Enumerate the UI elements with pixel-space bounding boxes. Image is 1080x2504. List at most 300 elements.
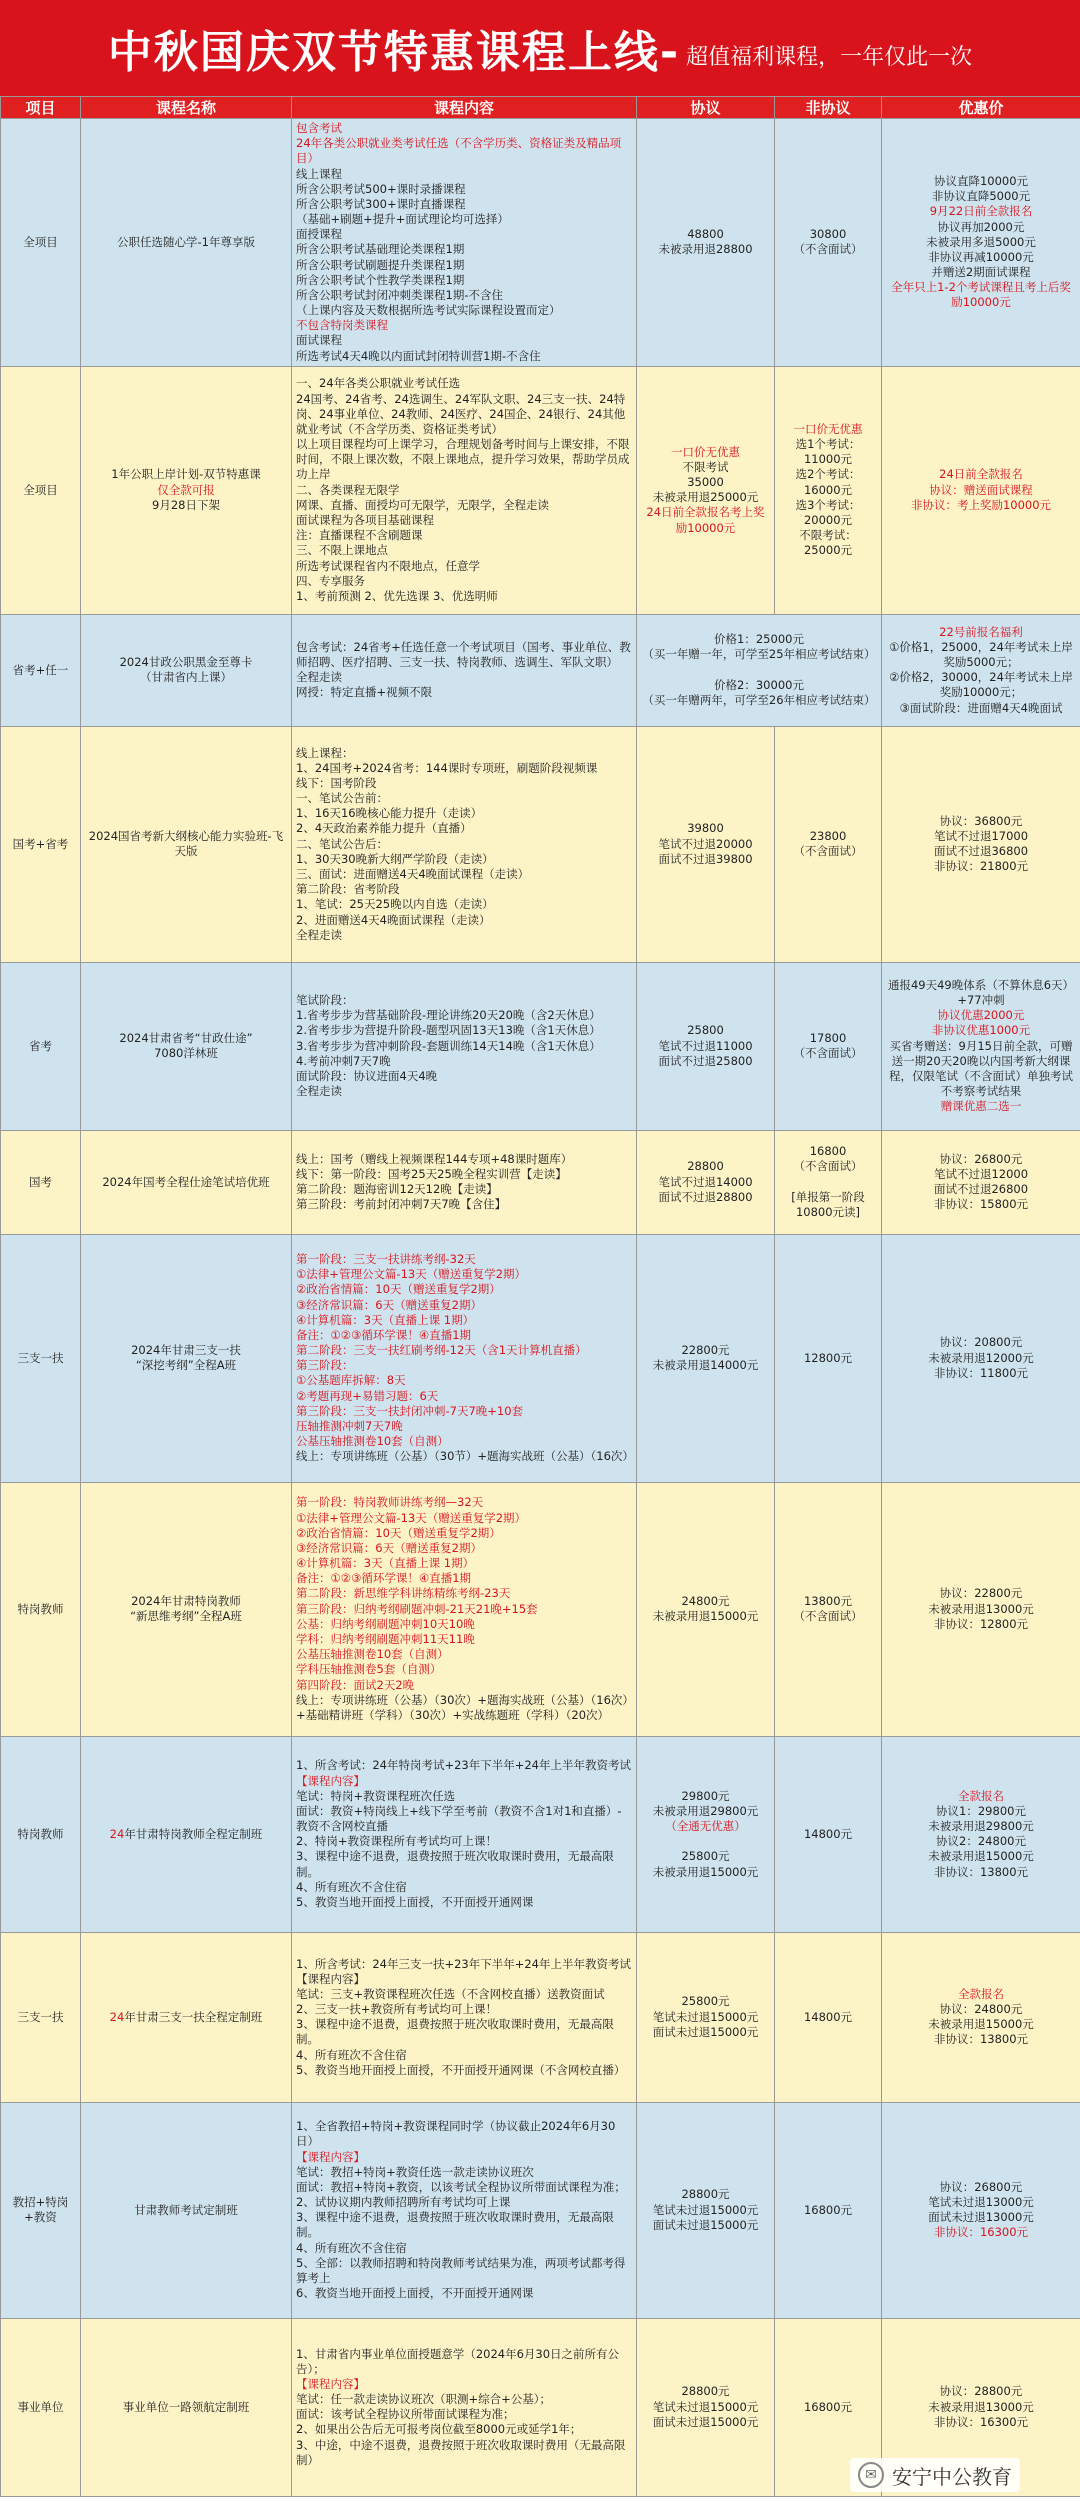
cell-line: 协议：20800元 [939, 1335, 1023, 1350]
cell-line: （买一年赠两年，可学至26年相应考试结束） [642, 693, 876, 707]
project-cell [1, 962, 81, 1130]
cell-line: 11000元 [803, 452, 853, 467]
cell-line: 4、所有班次不含住宿 [296, 2240, 407, 2255]
cell-line: 未被录用退29800元 [652, 1803, 759, 1818]
cell-line: 公基：归纳考纲刷题冲刺10天10晚 [296, 1616, 475, 1631]
cell-line: 25800元 [681, 1849, 730, 1864]
cell-line: 笔试不过退12000 [933, 1167, 1029, 1182]
cell-line [641, 1834, 770, 1849]
table-body [1, 119, 1080, 2497]
cell-line: 协议2：24800元 [936, 1834, 1026, 1849]
cell-line: 全程走读 [296, 927, 342, 942]
course-name-cell [81, 726, 292, 962]
cell-line: 选1个考试： [795, 437, 861, 452]
cell-line: 网授：特定直播+视频不限 [296, 685, 433, 700]
project-label: 全项目 [23, 234, 58, 249]
cell-line: ①法律+管理公文篇-13天（赠送重复学2期） [296, 1267, 527, 1282]
cell-line: 网课、直播、面授均可无限学，无限学，全程走读 [296, 497, 549, 512]
cell-line: 所选考试课程省内不限地点，任意学 [296, 558, 480, 573]
cell-line: 2024甘肃省考“甘政仕途” [119, 1031, 253, 1046]
table-row [1, 614, 1080, 726]
cell-line: 面试不过退36800 [933, 844, 1029, 859]
cell-line: 第一阶段：特岗教师讲练考纲—32天 [296, 1495, 484, 1510]
non-protocol-price-cell [775, 1234, 882, 1482]
cell-line: “新思维考纲”全程A班 [130, 1609, 242, 1624]
cell-line: 1、所含考试：24年特岗考试+23年下半年+24年上半年教资考试 [296, 1758, 631, 1773]
cell-line: 非协议：16300元 [933, 2225, 1029, 2240]
cell-line: 1、16天16晚核心能力提升（走读） [296, 806, 483, 821]
table-row [1, 1234, 1080, 1482]
table-row [1, 2102, 1080, 2318]
protocol-price-cell [637, 1234, 775, 1482]
cell-line: 面试阶段：协议进面4天4晚 [296, 1069, 438, 1083]
cell-line: 24日前全款报名 [939, 467, 1023, 482]
non-protocol-price-cell [775, 1482, 882, 1736]
cell-line: 全年只上1-2个考试课程且考上后奖励10000元 [891, 280, 1071, 310]
cell-line: 非协议：考上奖励10000元 [910, 497, 1052, 512]
cell-line: （基础+刷题+提升+面试理论均可选择） [296, 212, 509, 227]
protocol-price-cell [637, 2102, 775, 2318]
cell-line: 2.省考步步为营提升阶段-题型巩固13天13晚（含1天休息） [296, 1023, 601, 1038]
discount-price-cell [882, 366, 1080, 614]
cell-line: 公基压轴推测卷10套（自测） [296, 1434, 449, 1449]
cell-line: 非协议：13800元 [933, 2032, 1029, 2047]
cell-line: [单报第一阶段10800元读] [791, 1189, 865, 1219]
cell-line: 22800元 [681, 1343, 730, 1358]
cell-line: 14800元 [803, 1826, 853, 1841]
cell-line: 面试课程为各项目基础课程 [296, 513, 434, 527]
non-protocol-price-cell [775, 962, 882, 1130]
header-non-protocol: 非协议 [775, 97, 882, 119]
cell-line: 29800元 [681, 1788, 730, 1803]
cell-line: 1、24国考+2024省考：144课时专项班，刷题阶段视频课 [296, 760, 598, 775]
header-protocol: 协议 [637, 97, 775, 119]
course-name-cell [81, 2102, 292, 2318]
cell-line: （买一年赠一年，可学至25年相应考试结束） [642, 647, 876, 662]
project-cell [1, 2102, 81, 2318]
course-content-cell [292, 2318, 637, 2496]
cell-line: 25000元 [803, 543, 853, 558]
cell-line: 3、中途，中途不退费，退费按照于班次收取课时费用（无最高限制） [296, 2437, 626, 2467]
cell-line: 16800元 [803, 2202, 853, 2217]
non-protocol-price-cell [775, 1130, 882, 1234]
project-label: 省考+任一 [12, 662, 69, 677]
cell-line: （不含面试） [793, 242, 863, 257]
cell-line: 3、课程中途不退费，退费按照于班次收取课时费用，无最高限制。 [296, 2017, 614, 2047]
project-cell [1, 614, 81, 726]
cell-line: 第二阶段：新思维学科讲练精练考纲-23天 [296, 1586, 511, 1601]
cell-line: 线上：国考（赠线上视频课程144专项+48课时题库） [296, 1151, 573, 1166]
cell-line: 28800元 [681, 2384, 730, 2399]
cell-line: 笔试：教招+特岗+教资任选一款走读协议班次 [296, 2164, 534, 2179]
cell-line: 选2个考试： [795, 467, 861, 482]
cell-line: 协议：26800元 [939, 1151, 1023, 1166]
project-cell [1, 1130, 81, 1234]
course-name-cell [81, 2318, 292, 2496]
course-name-cell [81, 962, 292, 1130]
project-cell [1, 1482, 81, 1736]
cell-line: 并赠送2期面试课程 [931, 265, 1031, 280]
cell-line: 面授课程 [296, 227, 342, 242]
cell-line: 2、三支一扶+教资所有考试均可上课！ [296, 2002, 497, 2017]
cell-line: 甘肃教师考试定制班 [134, 2202, 238, 2217]
course-content-cell [292, 614, 637, 726]
course-content-cell [292, 1736, 637, 1932]
cell-line: 公职任选随心学-1年尊享版 [117, 234, 255, 249]
course-name-cell [81, 366, 292, 614]
course-content-cell [292, 2102, 637, 2318]
cell-line: 备注：①②③循环学课！④直播1期 [296, 1571, 472, 1586]
course-name-cell [81, 1234, 292, 1482]
course-name-cell [81, 614, 292, 726]
cell-line: 1、所含考试：24年三支一扶+23年下半年+24年上半年教资考试 [296, 1956, 631, 1971]
cell-line: 13800元 [803, 1594, 853, 1609]
cell-line: ②价格2，30000，24年考试未上岸奖励10000元； [889, 670, 1073, 700]
table-row [1, 1130, 1080, 1234]
cell-line: 第三阶段： [296, 1358, 354, 1373]
cell-line: ④计算机篇：3天（直播上课 1期） [296, 1556, 475, 1571]
cell-line: 一、24年各类公职就业考试任选 [296, 376, 461, 391]
cell-line: 学科：归纳考纲刷题冲刺11天11晚 [296, 1632, 475, 1646]
project-label: 国考 [29, 1174, 52, 1189]
cell-line: 面试不过退25800 [658, 1053, 753, 1068]
project-cell [1, 119, 81, 367]
cell-line: 赠课优惠二选一 [940, 1099, 1022, 1114]
cell-line: 【课程内容】 [296, 2149, 365, 2164]
cell-line: 4、所有班次不含住宿 [296, 1879, 407, 1894]
cell-line: 笔试：三支+教资课程班次任选（不含网校直播）送教资面试 [296, 1986, 605, 2001]
course-name-cell [81, 1736, 292, 1932]
cell-line: 一口价无优惠 [671, 444, 740, 459]
cell-line: 24年各类公职就业类考试任选（不含学历类、资格证类及精品项目） [296, 136, 622, 166]
cell-line: 线下：国考阶段 [296, 775, 377, 790]
project-label: 国考+省考 [12, 836, 69, 851]
non-protocol-price-cell [775, 726, 882, 962]
banner-subtitle: 超值福利课程，一年仅此一次 [686, 44, 973, 70]
cell-line: 非协议：13800元 [933, 1864, 1029, 1879]
promo-banner [0, 0, 1080, 96]
table-row [1, 1482, 1080, 1736]
cell-line: 第二阶段：三支一扶红刷考纲-12天（含1天计算机直播） [296, 1343, 587, 1358]
cell-line: 通报49天49晚体系（不算休息6天）+77冲刺 [887, 977, 1075, 1008]
cell-line: 线下：第一阶段：国考25天25晚全程实训营【走读】 [296, 1167, 567, 1182]
cell-line: 6、教资当地开面授上面授，不开面授开通网课 [296, 2286, 534, 2301]
cell-line: 一、笔试公告前： [296, 791, 388, 806]
cell-line: 以上项目课程均可上课学习，合理规划备考时间与上课安排，不限时间，不限上课次数，不限上课地点，提升学习效果，帮助学员成功上岸 [296, 437, 630, 482]
cell-line: 第三阶段：归纳考纲刷题冲刺-21天21晚+15套 [296, 1601, 538, 1616]
protocol-price-cell [637, 119, 775, 367]
cell-line: 1、考前预测 2、优先选课 3、优选明师 [296, 588, 498, 603]
discount-price-cell [882, 1482, 1080, 1736]
course-content-cell [292, 1932, 637, 2102]
cell-line: 线上：专项讲练班（公基）（30次）+题海实战班（公基）（16次）+基础精讲班（学科）（30次）+实战练题班（学科）（20次） [296, 1692, 629, 1722]
cell-line: 压轴推测冲刺7天7晚 [296, 1418, 403, 1433]
cell-line: 未被录用退15000元 [652, 1609, 759, 1624]
cell-line: 四、专享服务 [296, 573, 365, 588]
cell-line: 不限考试： [799, 528, 857, 543]
cell-line: 事业单位一路领航定制班 [122, 2399, 250, 2414]
cell-line: 面试未过退13000元 [928, 2210, 1034, 2225]
cell-line: 所含公职考试300+课时直播课程 [296, 196, 466, 211]
cell-line: 【课程内容】 [296, 1971, 365, 1986]
cell-line [641, 663, 877, 678]
cell-line: ②政治省情篇：10天（赠送重复学2期） [296, 1282, 501, 1297]
table-row [1, 119, 1080, 367]
cell-line: 12800元 [803, 1350, 853, 1365]
cell-line: 面试未过退15000元 [652, 2217, 759, 2232]
table-row [1, 962, 1080, 1130]
cell-line: （不含面试） [793, 1609, 863, 1624]
project-cell [1, 726, 81, 962]
cell-line: ②考题再现+易错习题：6天 [296, 1388, 439, 1403]
header-course-name: 课程名称 [81, 97, 292, 119]
cell-line: 公基压轴推测卷10套（自测） [296, 1647, 449, 1662]
cell-line [779, 1175, 877, 1190]
cell-line: 30800 [809, 227, 847, 242]
cell-line: 笔试未过退15000元 [652, 2399, 759, 2414]
cell-line: 5、教资当地开面授上面授，不开面授开通网课（不含网校直播） [296, 2062, 626, 2077]
cell-line: 笔试不过退17000 [933, 829, 1029, 844]
cell-line: ①价格1，25000，24年考试未上岸奖励5000元； [889, 639, 1073, 670]
cell-line: 第一阶段：三支一扶讲练考纲-32天 [296, 1252, 476, 1267]
cell-line: 非协议：21800元 [933, 859, 1029, 874]
project-cell [1, 1234, 81, 1482]
header-project: 项目 [1, 97, 81, 119]
cell-line: 未被录用退15000元 [652, 1864, 759, 1879]
cell-line: 未被录用退15000元 [928, 2017, 1034, 2032]
cell-line: 第四阶段：面试2天2晚 [296, 1677, 415, 1692]
cell-line: 笔试阶段： [296, 993, 354, 1008]
project-label: 教招+特岗+教资 [12, 2195, 69, 2225]
cell-line: 1、30天30晚新大纲严学阶段（走读） [296, 851, 494, 866]
cell-line: （不含面试） [793, 1159, 863, 1174]
cell-line: 未被录用退29800元 [928, 1819, 1034, 1834]
course-content-cell [292, 119, 637, 367]
cell-line: 4.考前冲刺7天7晚 [296, 1053, 391, 1068]
cell-line: 线上课程 [296, 166, 342, 181]
cell-line: 协议直降10000元 [933, 174, 1029, 189]
cell-line: 面试：该考试全程协议所带面试课程为准； [296, 2407, 515, 2422]
cell-line: 协议：24800元 [939, 2002, 1023, 2017]
cell-line: 仅全款可报 [157, 482, 215, 497]
cell-line: 第三阶段：考前封闭冲刺7天7晚【含住】 [296, 1197, 507, 1212]
cell-line: 三、面试：进面赠送4天4晚面试课程（走读） [296, 867, 530, 881]
cell-line: 48800 [687, 227, 724, 242]
course-name-cell [81, 1932, 292, 2102]
cell-line: （甘肃省内上课） [140, 670, 232, 685]
cell-line: 2、4天政治素养能力提升（直播） [296, 821, 472, 836]
discount-price-cell [882, 614, 1080, 726]
non-protocol-price-cell [775, 2102, 882, 2318]
cell-line: 24日前全款报名考上奖励10000元 [646, 505, 765, 535]
cell-line: 2024年甘肃三支一扶 [131, 1343, 241, 1358]
discount-price-cell [882, 119, 1080, 367]
cell-line: 3.省考步步为营冲刺阶段-套题训练14天14晚（含1天休息） [296, 1038, 601, 1053]
cell-line: ②政治省情篇：10天（赠送重复学2期） [296, 1525, 501, 1540]
cell-line: 价格2：30000元 [714, 677, 804, 692]
cell-line: 协议：22800元 [939, 1586, 1023, 1601]
cell-line: 笔试不过退20000 [658, 836, 753, 851]
cell-line: 线上课程： [296, 745, 354, 760]
cell-line: ①法律+管理公文篇-13天（赠送重复学2期） [296, 1510, 527, 1525]
non-protocol-price-cell [775, 366, 882, 614]
protocol-price-cell [637, 2318, 775, 2496]
cell-line: 第二阶段：题海密训12天12晚【走读】 [296, 1182, 498, 1197]
cell-line: 二、笔试公告后： [296, 836, 388, 851]
cell-line: 协议1：29800元 [936, 1803, 1026, 1818]
cell-line: 年甘肃特岗教师全程定制班 [124, 1826, 263, 1841]
project-label: 特岗教师 [17, 1601, 64, 1616]
non-protocol-price-cell [775, 1736, 882, 1932]
cell-line: 17800 [809, 1031, 847, 1046]
table-row [1, 1736, 1080, 1932]
protocol-price-cell [637, 1932, 775, 2102]
cell-line: 1.省考步步为营基础阶段-理论讲练20天20晚（含2天休息） [296, 1008, 601, 1023]
table-header-row [1, 97, 1080, 119]
cell-line: 【课程内容】 [296, 1773, 365, 1788]
cell-line: 不包含特岗类课程 [296, 318, 388, 333]
cell-line: 所选考试4天4晚以内面试封闭特训营1期-不含住 [296, 348, 541, 363]
course-content-cell [292, 962, 637, 1130]
discount-price-cell [882, 962, 1080, 1130]
course-content-cell [292, 1234, 637, 1482]
cell-line: 全程走读 [296, 1084, 342, 1099]
course-content-cell [292, 1482, 637, 1736]
cell-line: 协议：赠送面试课程 [929, 482, 1033, 497]
cell-line: 非协议：11800元 [933, 1365, 1029, 1380]
cell-line: 二、各类课程无限学 [296, 482, 400, 497]
project-cell [1, 1736, 81, 1932]
cell-line: （不含面试） [793, 1046, 863, 1061]
cell-line: 全款报名 [958, 1986, 1004, 2001]
cell-line: ③经济常识篇：6天（赠送重复2期） [296, 1297, 482, 1312]
protocol-price-cell [637, 1130, 775, 1234]
course-content-cell [292, 366, 637, 614]
cell-line: 2、特岗+教资课程所有考试均可上课！ [296, 1834, 497, 1849]
protocol-price-cell [637, 1482, 775, 1736]
cell-line: 年甘肃三支一扶全程定制班 [124, 2009, 263, 2024]
cell-line: 所含公职考试基础理论类课程1期 [296, 242, 465, 257]
cell-line: 面试课程 [296, 333, 342, 348]
cell-line: 【课程内容】 [296, 2376, 365, 2391]
cell-line: 24800元 [681, 1594, 730, 1609]
non-protocol-price-cell [775, 1932, 882, 2102]
cell-line: 22号前报名福利 [939, 624, 1023, 639]
course-table [0, 96, 1080, 2497]
cell-line: 1、甘肃省内事业单位面授题意学（2024年6月30日之前所有公告）； [296, 2346, 620, 2376]
cell-line: 16000元 [803, 482, 853, 497]
cell-line: 未被录用退15000元 [928, 1849, 1034, 1864]
banner-title: 中秋国庆双节特惠课程上线- [107, 27, 681, 78]
cell-line: 5、全部：以教师招聘和特岗教师考试结果为准，两项考试都考得算考上 [296, 2255, 626, 2285]
cell-line: 未被录用退13000元 [928, 1601, 1034, 1616]
cell-line: 未被录用多退5000元 [926, 234, 1036, 249]
cell-line: 16800 [809, 1144, 847, 1159]
cell-line: 协议：28800元 [939, 2384, 1023, 2399]
table-row [1, 366, 1080, 614]
cell-line: ③面试阶段：进面赠4天4晚面试 [899, 700, 1063, 715]
cell-line: 16800元 [803, 2399, 853, 2414]
cell-line: （全通无优惠） [665, 1819, 746, 1834]
cell-line: 包含考试 [296, 121, 342, 135]
discount-price-cell [882, 1130, 1080, 1234]
cell-line: 1年公职上岸计划-双节特惠课 [111, 467, 261, 482]
cell-line: 笔试不过退11000 [658, 1038, 753, 1053]
cell-line: 面试不过退26800 [933, 1182, 1029, 1197]
cell-line: 笔试未过退15000元 [652, 2202, 759, 2217]
cell-line: 面试未过退15000元 [652, 2414, 759, 2429]
cell-line: 价格1：25000元 [714, 632, 804, 647]
cell-line: 35000 [687, 475, 724, 490]
cell-line: 学科压轴推测卷5套（自测） [296, 1662, 442, 1677]
cell-line: 非协议：12800元 [933, 1616, 1029, 1631]
cell-line: 未被录用退28800 [658, 242, 753, 257]
protocol-price-cell [637, 726, 775, 962]
cell-line: 9月22日前全款报名 [929, 204, 1033, 219]
wechat-icon: ✉ [858, 2462, 884, 2488]
protocol-price-cell [637, 614, 882, 726]
cell-line: 2、试协议期内教师招聘所有考试均可上课 [296, 2195, 511, 2210]
discount-price-cell [882, 1932, 1080, 2102]
cell-line: 未被录用退14000元 [652, 1358, 759, 1373]
cell-line: 非协议直降5000元 [931, 189, 1031, 204]
cell-line: 笔试未过退15000元 [652, 2009, 759, 2024]
table-row [1, 726, 1080, 962]
cell-line: 未被录用退25000元 [652, 490, 759, 505]
cell-line: 面试：教招+特岗+教资，以该考试全程协议所带面试课程为准； [296, 2179, 626, 2194]
cell-line: 第二阶段：省考阶段 [296, 882, 400, 897]
cell-line: 非协议优惠1000元 [931, 1023, 1031, 1038]
cell-line: 三、不限上课地点 [296, 543, 388, 558]
protocol-price-cell [637, 962, 775, 1130]
project-label: 三支一扶 [17, 2009, 64, 2024]
cell-line: 14800元 [803, 2009, 853, 2024]
cell-line: 包含考试：24省考+任选任意一个考试项目（国考、事业单位、教师招聘、医疗招聘、三支一扶、特岗教师、选调生、军队文职） [296, 639, 631, 670]
cell-line: 全程走读 [296, 670, 342, 685]
cell-line: 7080洋林班 [154, 1046, 218, 1061]
cell-line: 所含公职考试个性教学类课程1期 [296, 272, 465, 287]
cell-line: 5、教资当地开面授上面授，不开面授开通网课 [296, 1894, 534, 1909]
header-course-content: 课程内容 [292, 97, 637, 119]
project-label: 特岗教师 [17, 1826, 64, 1841]
cell-line: 一口价无优惠 [793, 421, 863, 436]
cell-line: 28800元 [681, 2187, 730, 2202]
cell-line: 买省考赠送：9月15日前全款，可赠送一期20天20晚以内国考新大纲课程，仅限笔试（不含面试）单独考试不考察考试结果 [889, 1038, 1073, 1099]
cell-line: 笔试：特岗+教资课程班次任选 [296, 1788, 456, 1803]
cell-line: 23800 [809, 829, 847, 844]
project-label: 全项目 [23, 482, 58, 497]
cell-line: 协议：26800元 [939, 2179, 1023, 2194]
cell-line: “深挖考纲”全程A班 [135, 1358, 237, 1373]
cell-line: 9月28日下架 [152, 497, 220, 512]
cell-line: 选3个考试： [795, 497, 861, 512]
cell-line: 未被录用退13000元 [928, 2399, 1034, 2414]
watermark-text: 安宁中公教育 [892, 2464, 1012, 2489]
cell-line: 4、所有班次不含住宿 [296, 2047, 407, 2062]
header-discount-price: 优惠价 [882, 97, 1080, 119]
cell-line: 2024年国考全程仕途笔试培优班 [102, 1174, 270, 1189]
cell-line: 注：直播课程不含刷题课 [296, 528, 423, 543]
cell-line: （上课内容及天数根据所选考试实际课程设置而定） [296, 303, 561, 318]
cell-line: 非协议：15800元 [933, 1197, 1029, 1212]
cell-line: 2024甘政公职黑金至尊卡 [119, 655, 253, 670]
cell-line: 25800 [687, 1023, 724, 1038]
cell-line: 1、全省教招+特岗+教资课程同时学（协议截止2024年6月30日） [296, 2119, 616, 2149]
watermark [850, 2458, 1020, 2492]
cell-line: 所含公职考试封闭冲刺类课程1期-不含住 [296, 287, 503, 302]
cell-line: 笔试：任一款走读协议班次（职测+综合+公基）； [296, 2392, 552, 2407]
cell-line: 协议：36800元 [939, 813, 1023, 828]
